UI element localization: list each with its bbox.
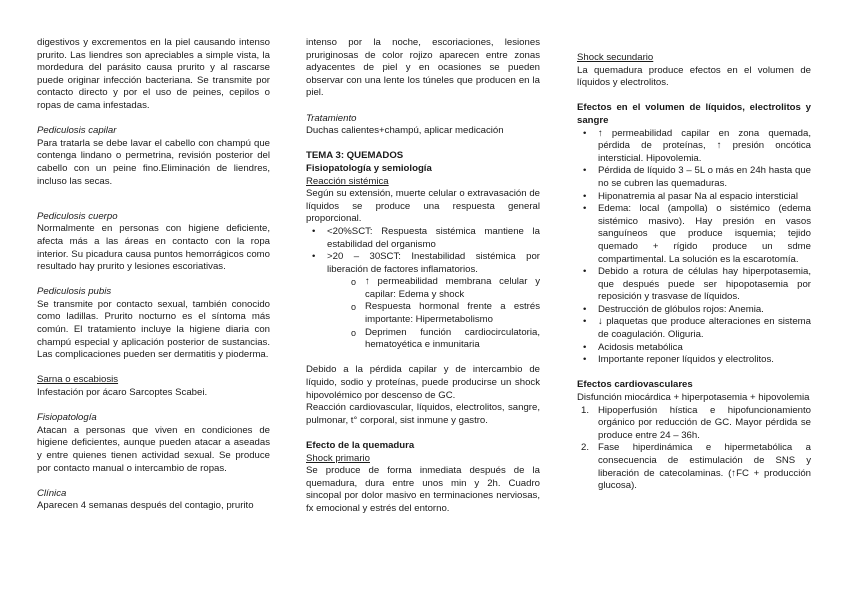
reaccion-paragraph: Según su extensión, muerte celular o extravasación de líquidos se produce una respuesta general proporcional. [306,188,540,225]
sublist-item: o Respuesta hormonal frente a estrés importante: Hipermetabolismo [351,301,540,326]
sarna-heading: Sarna o escabiosis [37,374,119,386]
column-middle [306,37,540,516]
fisiopatologia-heading: Fisiopatología [37,412,97,424]
list-item: • ↓ plaquetas que produce alteraciones en sistema de coagulación. Oliguria. [577,316,811,341]
column-right [577,52,811,493]
item-number: 2. [581,442,590,454]
numbered-item [577,405,811,443]
cardio-numbered-list [577,405,811,493]
reaccion-list-paragraph: Reacción cardiovascular, líquidos, electrolitos, sangre, pulmonar, t° corporal, sist inmune y gastro. [306,402,540,426]
efectos-list [577,128,811,367]
tratamiento-paragraph: Duchas calientes+champú, aplicar medicación [306,125,504,137]
list-item [306,251,540,352]
clinica-paragraph: Aparecen 4 semanas después del contagio, prurito [37,500,254,512]
list-item-text: >20 – 30SCT: Inestabilidad sistémica por liberación de factores inflamatorios. [327,251,540,275]
shock-primario-paragraph: Se produce de forma inmediata después de la quemadura, dura entre unos min y 2h. Cuadro sincopal por dolor masivo en terminaciones nerviosas, fx emocional y estrés del entorno. [306,465,540,514]
pubis-heading: Pediculosis pubis [37,286,112,298]
reaccion-list [306,226,540,352]
list-item: • ↑ permeabilidad capilar en zona quemada, pérdida de proteínas, ↑ presión oncótica intersticial. Hipovolemia. [577,128,811,166]
efecto-heading: Efecto de la quemadura [306,440,415,451]
list-item: • Pérdida de líquido 3 – 5L o más en 24h hasta que no se cubren las quemaduras. [577,165,811,190]
list-item: • <20%SCT: Respuesta sistémica mantiene la estabilidad del organismo [306,226,540,251]
item-text: Hipoperfusión hística e hipofuncionamiento orgánico por reducción de GC. Mayor pérdida se produce entre 24 – 36h. [598,404,811,441]
item-number: 1. [581,404,590,416]
clinica-heading: Clínica [37,487,67,499]
shock-primario-heading: Shock primario [306,452,370,464]
corporis-heading: Pediculosis cuerpo [37,210,118,222]
capilar-paragraph: Debido a la pérdida capilar y de intercambio de líquido, sodio y proteínas, puede producirse un shock hipovolémico por descenso de GC. [306,364,540,401]
pubis-paragraph: Se transmite por contacto sexual, también conocido como ladillas. Prurito nocturno es el síntoma más común. El tratamiento incluye la higiene diaria con champú especial y aplicación posterior de sustancias. Las complicaciones pueden ser dermatitis y pioderma. [37,298,270,361]
shock-secundario-paragraph: La quemadura produce efectos en el volumen de líquidos y electrolitos. [577,64,811,89]
sublist-item: o ↑ permeabilidad membrana celular y capilar: Edema y shock [351,276,540,301]
sublist-item: o Deprimen función cardiocirculatoria, hematoyética e inmunitaria [351,327,540,352]
fisio-semiologia-heading: Fisiopatología y semiología [306,162,432,174]
tratamiento-heading: Tratamiento [306,112,357,124]
sublist [351,276,540,352]
sarna-symptoms-paragraph: intenso por la noche, escoriaciones, lesiones pruriginosas de color rojizo aparecen entre zonas adyacentes de piel y en ocasiones se pueden observar con una lente los túneles que producen en la piel. [306,37,540,99]
numbered-item [577,442,811,492]
list-item: • Destrucción de glóbulos rojos: Anemia. [577,304,811,317]
list-item: • Importante reponer líquidos y electrolitos. [577,354,811,367]
lice-intro-paragraph: digestivos y excrementos en la piel causando intenso prurito. Las liendres son apreciables a simple vista, la mordedura del parásito causa prurito y al rascarse puede originar infección bacteriana. Se transmite por contacto directo y por el uso de peines, cepilos o ropas de cama infestadas. [37,37,270,111]
list-item: • Hiponatremia al pasar Na al espacio intersticial [577,191,811,204]
list-item: • Debido a rotura de células hay hiperpotasemia, que después puede ser hipopotasemia por reposición y trasvase de líquidos. [577,266,811,304]
capitis-paragraph: Para tratarla se debe lavar el cabello con champú que contenga lindano o permetrina, revisión posterior del cabello con un peine fino.Eliminación de liendres, incluso las secas. [37,137,270,187]
cardio-paragraph: Disfunción miocárdica + hiperpotasemia + hipovolemia [577,392,810,404]
corporis-paragraph: Normalmente en personas con higiene deficiente, afecta más a las áreas en contacto con la ropa interior. Su picadura causa puntos hemorrágicos como resultado hay prurito y lesiones escoriativas. [37,223,270,273]
list-item: • Edema: local (ampolla) o sistémico (edema sistémico masivo). Hay presión en vasos sanguíneos que produce isquemia; tejido quemado + rígido produce un sdme compartimental. La solución es la escarotomía. [577,203,811,266]
fisiopatologia-paragraph: Atacan a personas que viven en condiciones de higiene deficientes, aunque pueden atacar a aseadas y entre quienes tienen actividad sexual. Se produce por contacto manual o intercambio de ropas. [37,424,270,474]
shock-secundario-heading: Shock secundario [577,52,654,63]
column-left [37,37,270,513]
reaccion-sistemica-heading: Reacción sistémica [306,175,389,187]
tema-heading: TEMA 3: QUEMADOS [306,150,404,162]
efectos-volumen-heading: Efectos en el volumen de líquidos, electrolitos y sangre [577,102,811,126]
sarna-paragraph: Infestación por ácaro Sarcoptes Scabei. [37,387,208,399]
capitis-heading: Pediculosis capilar [37,125,117,137]
list-item: • Acidosis metabólica [577,342,811,355]
item-text: Fase hiperdinámica e hipermetabólica a consecuencia de estimulación de SNS y liberación de catecolaminas. (↑FC + producción glucosa). [598,442,811,492]
cardio-heading: Efectos cardiovasculares [577,379,693,391]
